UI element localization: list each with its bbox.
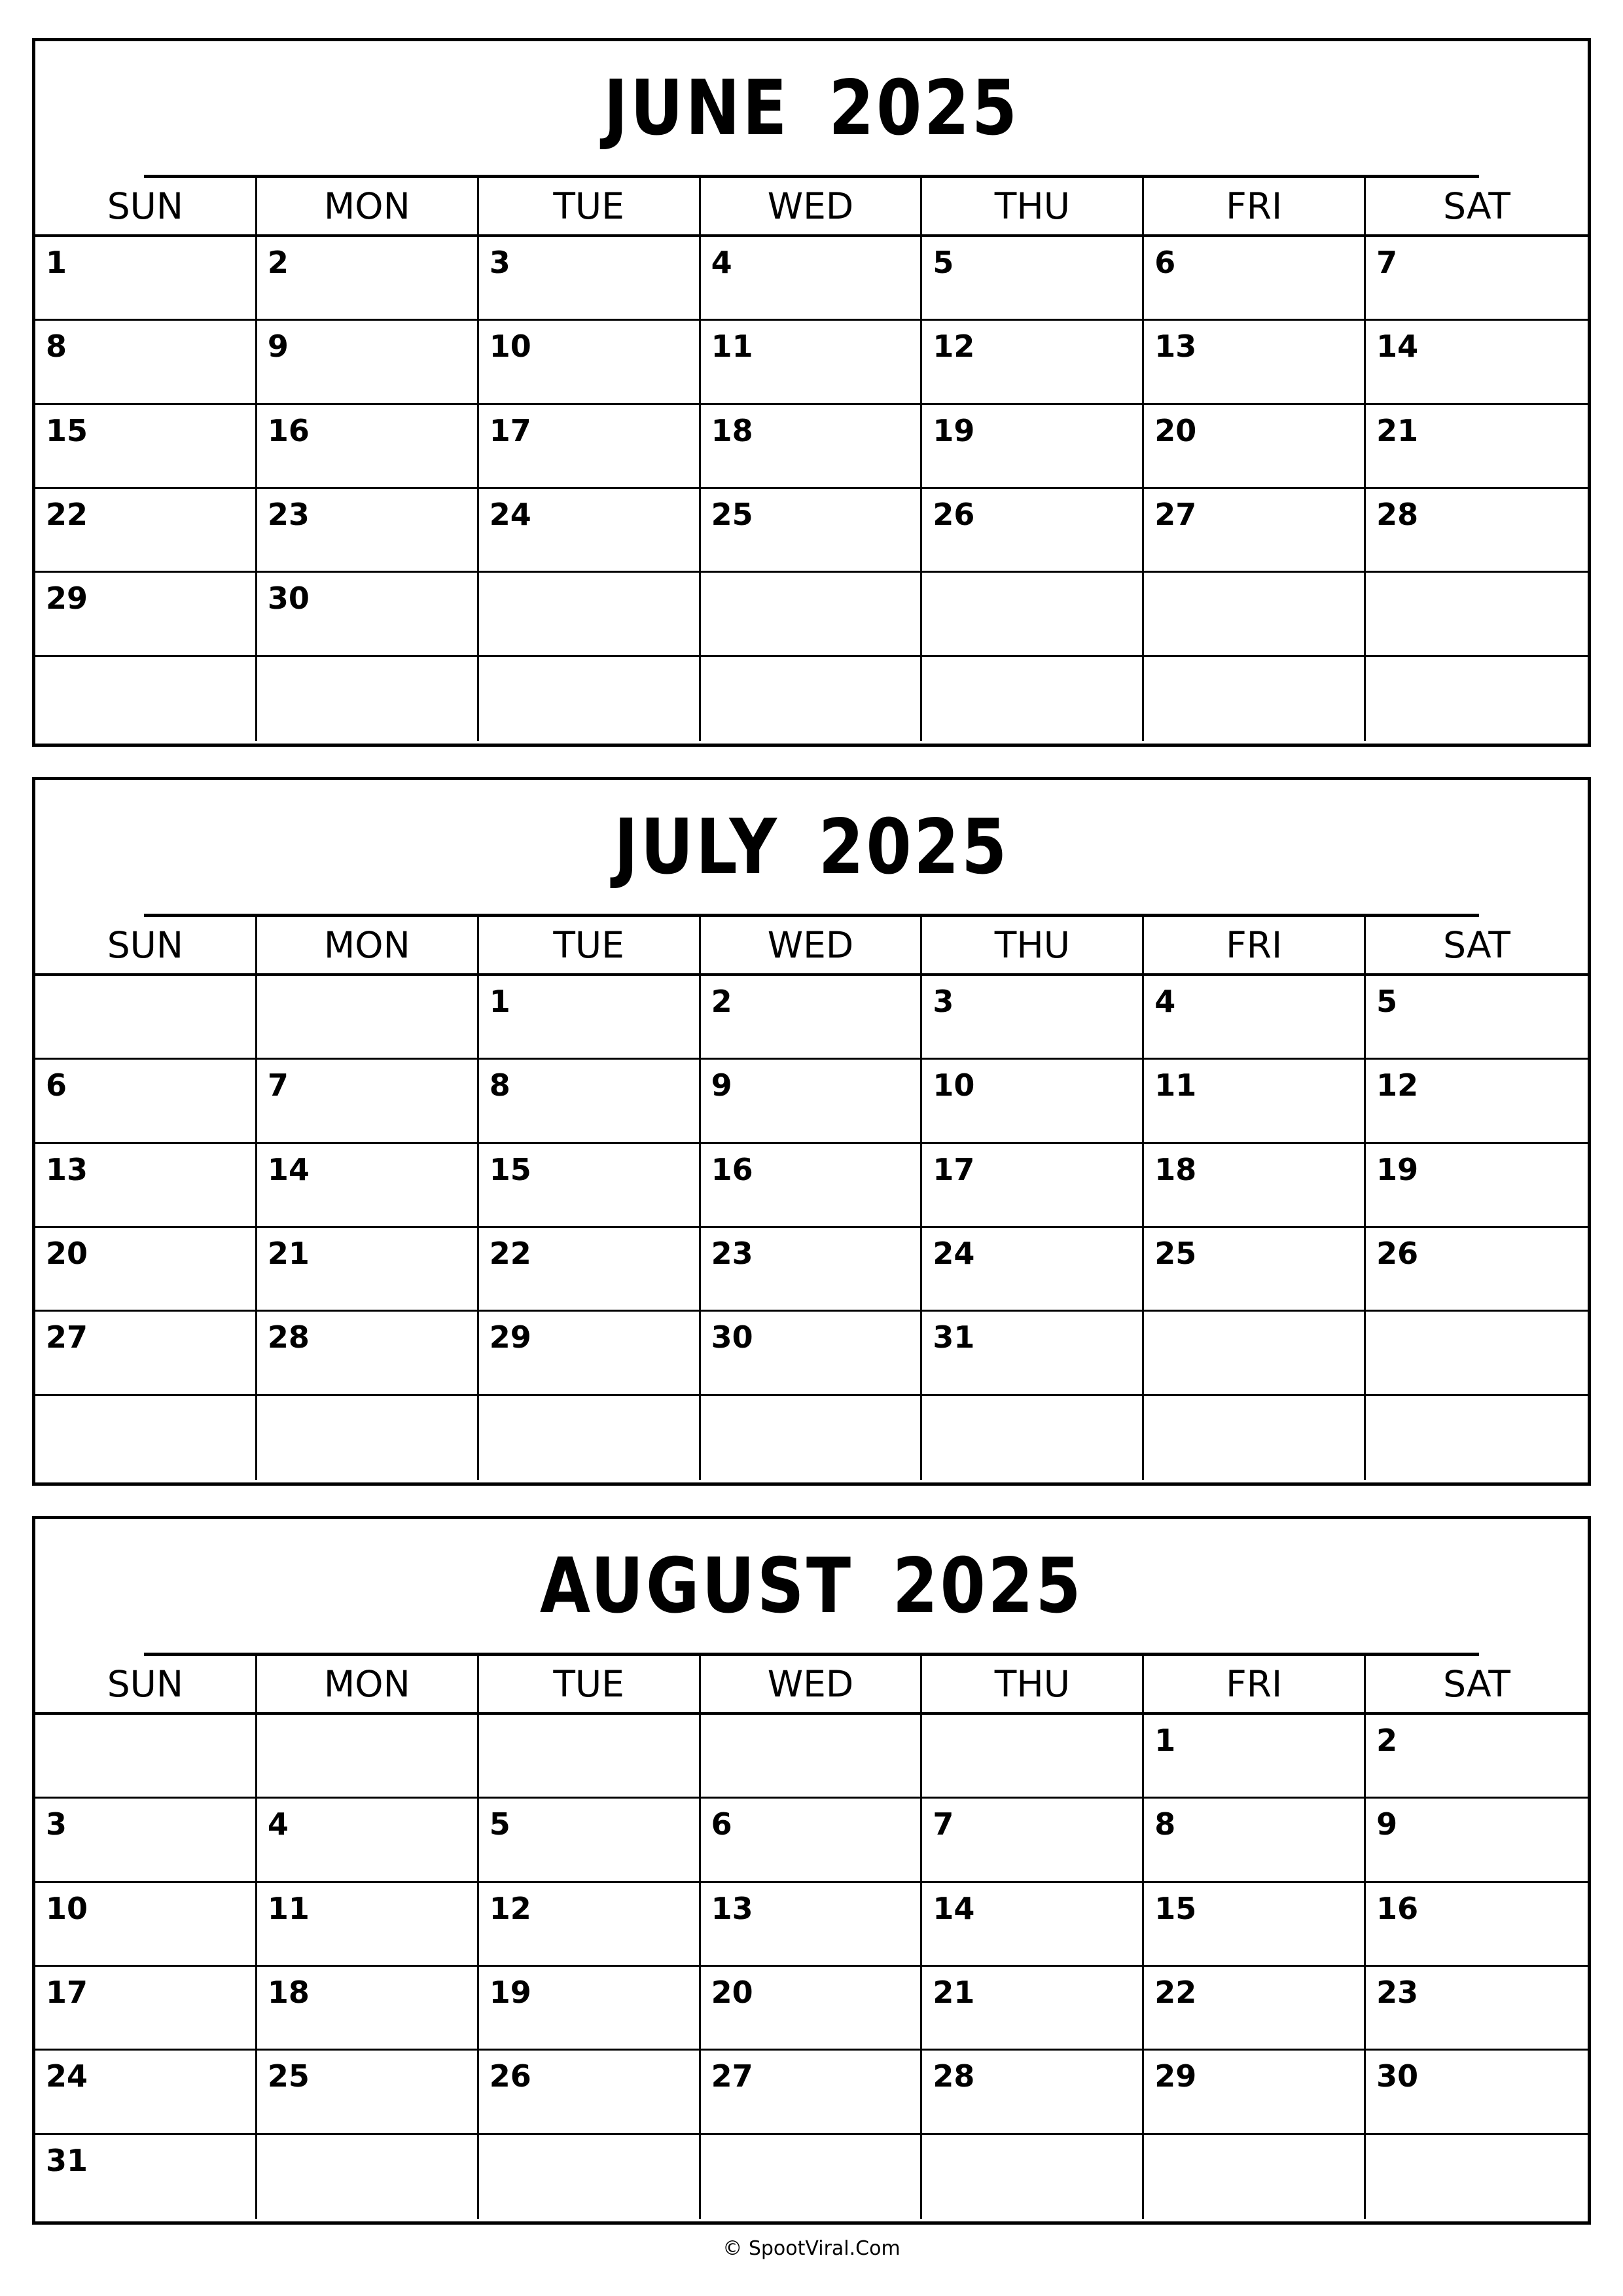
day-cell	[1144, 405, 1366, 489]
day-number: 25	[711, 496, 753, 532]
day-cell	[479, 976, 701, 1060]
day-cell	[257, 1228, 479, 1312]
day-cell	[35, 1228, 257, 1312]
weekday-header: TUE	[479, 1656, 701, 1712]
day-cell	[701, 489, 923, 573]
day-cell	[35, 657, 257, 741]
day-cell	[922, 237, 1144, 321]
day-cell	[701, 573, 923, 656]
day-number: 21	[933, 1974, 975, 2010]
day-number: 26	[1376, 1235, 1419, 1271]
day-cell	[257, 237, 479, 321]
day-number: 28	[933, 2058, 975, 2094]
month-title	[144, 41, 1479, 178]
day-cell	[35, 237, 257, 321]
day-number: 26	[489, 2058, 531, 2094]
day-cell	[1366, 657, 1588, 741]
day-cell	[701, 1228, 923, 1312]
day-cell	[1366, 1312, 1588, 1395]
day-cell	[35, 321, 257, 404]
day-number: 22	[46, 496, 88, 532]
day-number: 2	[711, 984, 732, 1019]
month-name: JUNE	[603, 63, 789, 152]
day-number: 24	[46, 2058, 88, 2094]
day-cell	[701, 1312, 923, 1395]
day-cell	[1366, 1144, 1588, 1228]
day-cell	[701, 1883, 923, 1967]
day-number: 19	[1376, 1151, 1419, 1187]
day-cell	[701, 657, 923, 741]
weekday-header: MON	[257, 178, 479, 234]
month-calendar-june	[32, 38, 1591, 747]
day-number: 4	[711, 245, 732, 280]
day-cell	[257, 976, 479, 1060]
day-number: 20	[46, 1235, 88, 1271]
weekday-header: MON	[257, 917, 479, 973]
day-number: 7	[267, 1067, 289, 1103]
day-cell	[1144, 1060, 1366, 1143]
day-cell	[479, 573, 701, 656]
day-cell	[701, 2135, 923, 2219]
day-cell	[479, 1060, 701, 1143]
day-cell	[257, 1396, 479, 1480]
weekday-header: THU	[922, 1656, 1144, 1712]
weekday-header-row	[35, 1656, 1588, 1715]
day-cell	[257, 573, 479, 656]
day-cell	[1366, 1396, 1588, 1480]
day-number: 11	[711, 329, 753, 365]
month-calendar-july	[32, 777, 1591, 1486]
day-cell	[922, 657, 1144, 741]
day-cell	[257, 657, 479, 741]
day-cell	[701, 405, 923, 489]
day-number: 7	[933, 1806, 954, 1842]
day-cell	[1144, 1228, 1366, 1312]
day-number: 14	[267, 1151, 310, 1187]
day-cell	[1366, 1883, 1588, 1967]
day-number: 16	[267, 412, 310, 448]
day-number: 28	[267, 1319, 310, 1355]
day-cell	[35, 1967, 257, 2051]
weekday-header: TUE	[479, 917, 701, 973]
day-number: 10	[489, 329, 531, 365]
weekday-header: MON	[257, 1656, 479, 1712]
day-number: 27	[711, 2058, 753, 2094]
weekday-header: WED	[701, 917, 923, 973]
day-cell	[922, 405, 1144, 489]
day-cell	[1366, 1967, 1588, 2051]
day-number: 28	[1376, 496, 1419, 532]
day-cell	[257, 2051, 479, 2134]
days-grid	[35, 1715, 1588, 2219]
day-number: 6	[711, 1806, 732, 1842]
weekday-header: SAT	[1443, 1663, 1511, 1705]
day-number: 18	[711, 412, 753, 448]
day-number: 31	[933, 1319, 975, 1355]
day-cell	[1144, 1799, 1366, 1882]
days-grid	[35, 237, 1588, 741]
day-cell	[35, 489, 257, 573]
day-cell	[35, 1312, 257, 1395]
day-number: 8	[489, 1067, 510, 1103]
day-cell	[922, 1396, 1144, 1480]
day-number: 16	[711, 1151, 753, 1187]
day-number: 21	[1376, 412, 1419, 448]
day-cell	[35, 976, 257, 1060]
day-cell	[257, 1060, 479, 1143]
day-cell	[1366, 2135, 1588, 2219]
day-cell	[701, 1967, 923, 2051]
days-grid	[35, 976, 1588, 1480]
day-number: 5	[933, 245, 954, 280]
day-number: 25	[267, 2058, 310, 2094]
day-cell	[479, 2135, 701, 2219]
day-number: 9	[267, 329, 289, 365]
day-cell	[1144, 237, 1366, 321]
day-number: 13	[1154, 329, 1197, 365]
day-cell	[1144, 2135, 1366, 2219]
day-number: 12	[933, 329, 975, 365]
day-cell	[1366, 2051, 1588, 2134]
day-cell	[479, 321, 701, 404]
day-cell	[479, 1799, 701, 1882]
day-cell	[35, 1799, 257, 1882]
day-number: 14	[1376, 329, 1419, 365]
day-number: 13	[46, 1151, 88, 1187]
day-cell	[922, 489, 1144, 573]
day-cell	[257, 1144, 479, 1228]
day-number: 8	[1154, 1806, 1176, 1842]
day-number: 8	[46, 329, 67, 365]
weekday-header: FRI	[1144, 1656, 1366, 1712]
day-number: 30	[711, 1319, 753, 1355]
day-number: 15	[46, 412, 88, 448]
day-number: 23	[267, 496, 310, 532]
day-number: 17	[933, 1151, 975, 1187]
day-number: 5	[489, 1806, 510, 1842]
day-cell	[1366, 573, 1588, 656]
day-cell	[1366, 237, 1588, 321]
weekday-header: TUE	[479, 178, 701, 234]
month-year: 2025	[818, 802, 1009, 891]
day-cell	[35, 1715, 257, 1799]
copyright-footer: © SpootViral.Com	[722, 2237, 901, 2260]
month-name: JULY	[614, 802, 779, 891]
day-number: 10	[933, 1067, 975, 1103]
month-title	[144, 780, 1479, 917]
day-cell	[701, 2051, 923, 2134]
weekday-header: FRI	[1144, 178, 1366, 234]
weekday-header-row	[35, 917, 1588, 976]
day-cell	[922, 1228, 1144, 1312]
weekday-header: SUN	[35, 1656, 257, 1712]
month-year: 2025	[892, 1541, 1084, 1630]
day-number: 23	[1376, 1974, 1419, 2010]
day-cell	[1144, 573, 1366, 656]
day-cell	[922, 1144, 1144, 1228]
day-cell	[479, 237, 701, 321]
day-cell	[35, 1883, 257, 1967]
day-number: 2	[1376, 1723, 1398, 1758]
day-number: 29	[1154, 2058, 1197, 2094]
day-cell	[35, 1144, 257, 1228]
day-number: 30	[1376, 2058, 1419, 2094]
day-cell	[1144, 1312, 1366, 1395]
day-cell	[479, 1228, 701, 1312]
day-number: 16	[1376, 1890, 1419, 1926]
day-number: 12	[489, 1890, 531, 1926]
day-cell	[479, 1312, 701, 1395]
day-number: 9	[1376, 1806, 1398, 1842]
day-number: 19	[489, 1974, 531, 2010]
day-cell	[479, 489, 701, 573]
weekday-header: SAT	[1443, 185, 1511, 227]
day-number: 15	[489, 1151, 531, 1187]
day-number: 29	[46, 581, 88, 617]
day-cell	[35, 405, 257, 489]
day-number: 24	[489, 496, 531, 532]
day-number: 31	[46, 2142, 88, 2178]
day-cell	[1366, 1715, 1588, 1799]
weekday-header: THU	[922, 917, 1144, 973]
day-number: 15	[1154, 1890, 1197, 1926]
day-number: 4	[1154, 984, 1176, 1019]
day-number: 3	[933, 984, 954, 1019]
day-number: 27	[1154, 496, 1197, 532]
day-number: 11	[267, 1890, 310, 1926]
day-cell	[35, 2135, 257, 2219]
day-cell	[479, 405, 701, 489]
weekday-header-row	[35, 178, 1588, 237]
day-number: 23	[711, 1235, 753, 1271]
day-number: 18	[267, 1974, 310, 2010]
day-cell	[479, 2051, 701, 2134]
day-cell	[701, 321, 923, 404]
day-number: 1	[1154, 1723, 1176, 1758]
day-cell	[479, 1883, 701, 1967]
day-cell	[35, 1060, 257, 1143]
day-cell	[1366, 1799, 1588, 1882]
day-cell	[479, 1715, 701, 1799]
day-number: 1	[489, 984, 510, 1019]
day-number: 6	[46, 1067, 67, 1103]
day-cell	[479, 657, 701, 741]
weekday-header: SUN	[35, 917, 257, 973]
day-number: 4	[267, 1806, 289, 1842]
day-cell	[35, 2051, 257, 2134]
day-cell	[1144, 2051, 1366, 2134]
day-cell	[1144, 976, 1366, 1060]
day-cell	[479, 1967, 701, 2051]
day-cell	[1366, 1228, 1588, 1312]
day-number: 22	[1154, 1974, 1197, 2010]
day-cell	[701, 1799, 923, 1882]
day-cell	[257, 2135, 479, 2219]
day-number: 2	[267, 245, 289, 280]
day-number: 21	[267, 1235, 310, 1271]
day-cell	[922, 321, 1144, 404]
month-calendar-august	[32, 1516, 1591, 2225]
day-cell	[257, 1799, 479, 1882]
day-number: 30	[267, 581, 310, 617]
day-number: 12	[1376, 1067, 1419, 1103]
day-cell	[257, 405, 479, 489]
day-cell	[257, 1967, 479, 2051]
weekday-header: FRI	[1144, 917, 1366, 973]
day-cell	[1144, 1715, 1366, 1799]
day-number: 7	[1376, 245, 1398, 280]
day-cell	[922, 976, 1144, 1060]
day-cell	[257, 321, 479, 404]
day-cell	[1144, 1883, 1366, 1967]
day-number: 27	[46, 1319, 88, 1355]
day-number: 9	[711, 1067, 732, 1103]
day-cell	[479, 1396, 701, 1480]
day-cell	[1144, 1396, 1366, 1480]
weekday-header: WED	[701, 178, 923, 234]
day-cell	[1366, 321, 1588, 404]
day-number: 14	[933, 1890, 975, 1926]
day-number: 17	[489, 412, 531, 448]
day-cell	[922, 1312, 1144, 1395]
day-cell	[701, 1396, 923, 1480]
day-number: 22	[489, 1235, 531, 1271]
day-cell	[1144, 489, 1366, 573]
weekday-header: THU	[922, 178, 1144, 234]
day-cell	[1144, 657, 1366, 741]
day-number: 20	[1154, 412, 1197, 448]
weekday-header: WED	[701, 1656, 923, 1712]
weekday-header: SUN	[35, 178, 257, 234]
day-cell	[35, 1396, 257, 1480]
day-cell	[1144, 1144, 1366, 1228]
day-cell	[922, 1060, 1144, 1143]
day-cell	[922, 1715, 1144, 1799]
month-title	[144, 1519, 1479, 1656]
day-cell	[701, 976, 923, 1060]
day-cell	[922, 2051, 1144, 2134]
day-cell	[257, 1715, 479, 1799]
day-cell	[35, 573, 257, 656]
day-number: 18	[1154, 1151, 1197, 1187]
day-cell	[1366, 405, 1588, 489]
day-number: 29	[489, 1319, 531, 1355]
day-number: 1	[46, 245, 67, 280]
day-cell	[922, 573, 1144, 656]
day-number: 26	[933, 496, 975, 532]
day-cell	[1144, 321, 1366, 404]
month-name: AUGUST	[539, 1541, 853, 1630]
day-cell	[257, 1883, 479, 1967]
day-number: 19	[933, 412, 975, 448]
weekday-header: SAT	[1443, 924, 1511, 966]
day-cell	[701, 1060, 923, 1143]
day-cell	[257, 1312, 479, 1395]
day-cell	[701, 1715, 923, 1799]
day-cell	[922, 1883, 1144, 1967]
day-cell	[1366, 489, 1588, 573]
day-number: 6	[1154, 245, 1176, 280]
day-number: 20	[711, 1974, 753, 2010]
month-year: 2025	[829, 63, 1020, 152]
day-cell	[922, 1967, 1144, 2051]
day-number: 24	[933, 1235, 975, 1271]
day-cell	[701, 1144, 923, 1228]
day-number: 17	[46, 1974, 88, 2010]
day-number: 3	[46, 1806, 67, 1842]
day-cell	[1366, 976, 1588, 1060]
day-cell	[1366, 1060, 1588, 1143]
day-number: 25	[1154, 1235, 1197, 1271]
day-number: 5	[1376, 984, 1398, 1019]
day-cell	[701, 237, 923, 321]
day-number: 3	[489, 245, 510, 280]
day-number: 10	[46, 1890, 88, 1926]
day-cell	[922, 1799, 1144, 1882]
day-cell	[1144, 1967, 1366, 2051]
day-number: 11	[1154, 1067, 1197, 1103]
day-number: 13	[711, 1890, 753, 1926]
day-cell	[922, 2135, 1144, 2219]
day-cell	[257, 489, 479, 573]
day-cell	[479, 1144, 701, 1228]
